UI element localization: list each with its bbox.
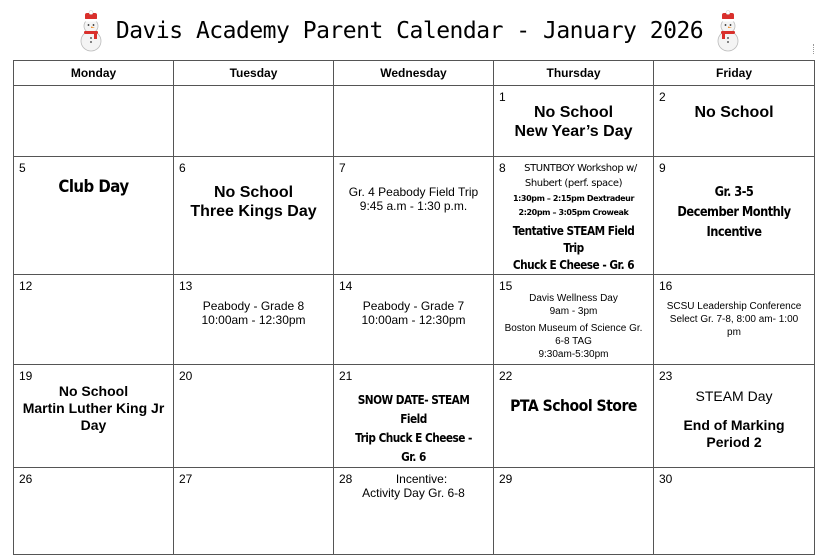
day-number: 19	[19, 369, 33, 383]
event-text: 10:00am - 12:30pm	[361, 313, 466, 327]
event-text: 6-8 TAG	[555, 336, 592, 347]
day-number: 14	[339, 279, 353, 293]
event-text: End of Marking	[683, 417, 785, 433]
weekday-header-row	[14, 61, 815, 86]
event-text: No School	[58, 383, 129, 399]
day-number: 26	[19, 472, 33, 486]
weekday-thursday: Thursday	[494, 61, 654, 86]
day-cell	[494, 468, 654, 555]
day-cell	[174, 86, 334, 157]
event-text: 2:20pm – 3:05pm Croweak	[518, 208, 629, 217]
week-row	[14, 157, 815, 275]
day-number: 13	[179, 279, 193, 293]
event-text: Activity Day Gr. 6-8	[362, 486, 465, 500]
week-row	[14, 275, 815, 365]
event-text: STEAM Day	[695, 388, 773, 404]
weekday-monday: Monday	[14, 61, 174, 86]
event-text: Select Gr. 7-8, 8:00 am- 1:00	[669, 314, 799, 325]
event-text: Shubert (perf. space)	[524, 178, 623, 189]
day-cell	[334, 365, 494, 468]
event-text: 9:30am-5:30pm	[538, 349, 609, 360]
day-cell	[174, 365, 334, 468]
day-cell	[654, 157, 815, 275]
day-cell	[494, 157, 654, 275]
event-text: Boston Museum of Science Gr.	[504, 323, 643, 334]
day-cell	[654, 86, 815, 157]
event-text: New Year’s Day	[514, 123, 633, 140]
day-number: 9	[659, 161, 666, 175]
day-number: 29	[499, 472, 513, 486]
scroll-handle[interactable]	[813, 44, 817, 54]
day-cell	[494, 86, 654, 157]
day-cell	[334, 86, 494, 157]
event-text: Trip Chuck E Cheese - Gr. 6	[355, 431, 472, 464]
event-text: No School	[533, 104, 614, 121]
day-cell	[14, 365, 174, 468]
day-cell	[174, 157, 334, 275]
event-text: 1:30pm – 2:15pm Dextradeur	[512, 194, 635, 203]
day-number: 16	[659, 279, 673, 293]
event-text: 10:00am - 12:30pm	[201, 313, 306, 327]
day-cell	[14, 157, 174, 275]
snowman-icon	[74, 10, 108, 52]
event-text: December Monthly	[677, 205, 791, 220]
event-text: No School	[694, 104, 774, 121]
day-number: 21	[339, 369, 353, 383]
event-text: STUNTBOY Workshop w/	[524, 163, 637, 174]
day-cell	[14, 275, 174, 365]
event-text: Club Day	[58, 177, 129, 197]
event-text: Peabody - Grade 8	[202, 299, 305, 313]
calendar-title: Davis Academy Parent Calendar - January 2026	[115, 18, 704, 44]
day-cell	[334, 157, 494, 275]
day-number: 5	[19, 161, 26, 175]
event-text: Chuck E Cheese - Gr. 6	[512, 258, 635, 272]
event-text: Three Kings Day	[190, 203, 317, 220]
day-number: 27	[179, 472, 193, 486]
day-cell	[494, 365, 654, 468]
calendar-grid	[13, 60, 815, 555]
day-cell	[654, 365, 815, 468]
day-number: 7	[339, 161, 346, 175]
day-number: 28	[339, 472, 353, 486]
weekday-tuesday: Tuesday	[174, 61, 334, 86]
day-number: 8	[499, 161, 506, 175]
event-text: Gr. 3-5	[714, 185, 754, 200]
calendar-header	[0, 6, 819, 56]
event-text: Day	[80, 417, 107, 433]
day-number: 20	[179, 369, 193, 383]
event-text: pm	[727, 327, 741, 338]
day-number: 22	[499, 369, 513, 383]
event-text: Davis Wellness Day	[529, 293, 618, 304]
event-text: Incentive:	[395, 472, 448, 486]
day-cell	[334, 275, 494, 365]
week-row	[14, 86, 815, 157]
event-text: 9:45 a.m - 1:30 p.m.	[359, 199, 468, 213]
day-number: 6	[179, 161, 186, 175]
day-number: 30	[659, 472, 673, 486]
day-cell	[494, 275, 654, 365]
week-row	[14, 468, 815, 555]
day-cell	[654, 468, 815, 555]
event-text: Incentive	[706, 225, 762, 240]
day-number: 23	[659, 369, 673, 383]
day-number: 1	[499, 90, 506, 104]
event-text: Martin Luther King Jr	[22, 400, 165, 416]
day-number: 12	[19, 279, 33, 293]
snowman-icon	[711, 10, 745, 52]
event-text: No School	[213, 184, 294, 201]
event-text: SNOW DATE- STEAM Field	[357, 393, 470, 426]
event-text: Tentative STEAM Field Trip	[512, 224, 635, 255]
day-cell	[334, 468, 494, 555]
event-text: 9am - 3pm	[549, 306, 598, 317]
event-text: PTA School Store	[510, 396, 637, 415]
day-cell	[174, 468, 334, 555]
event-text: SCSU Leadership Conference	[666, 301, 802, 312]
day-cell	[14, 468, 174, 555]
day-number: 15	[499, 279, 513, 293]
weekday-friday: Friday	[654, 61, 815, 86]
event-text: Period 2	[706, 434, 762, 450]
day-cell	[174, 275, 334, 365]
day-cell	[14, 86, 174, 157]
event-text: Peabody - Grade 7	[362, 299, 465, 313]
event-text: Gr. 4 Peabody Field Trip	[348, 185, 479, 199]
week-row	[14, 365, 815, 468]
day-number: 2	[659, 90, 666, 104]
day-cell	[654, 275, 815, 365]
weekday-wednesday: Wednesday	[334, 61, 494, 86]
